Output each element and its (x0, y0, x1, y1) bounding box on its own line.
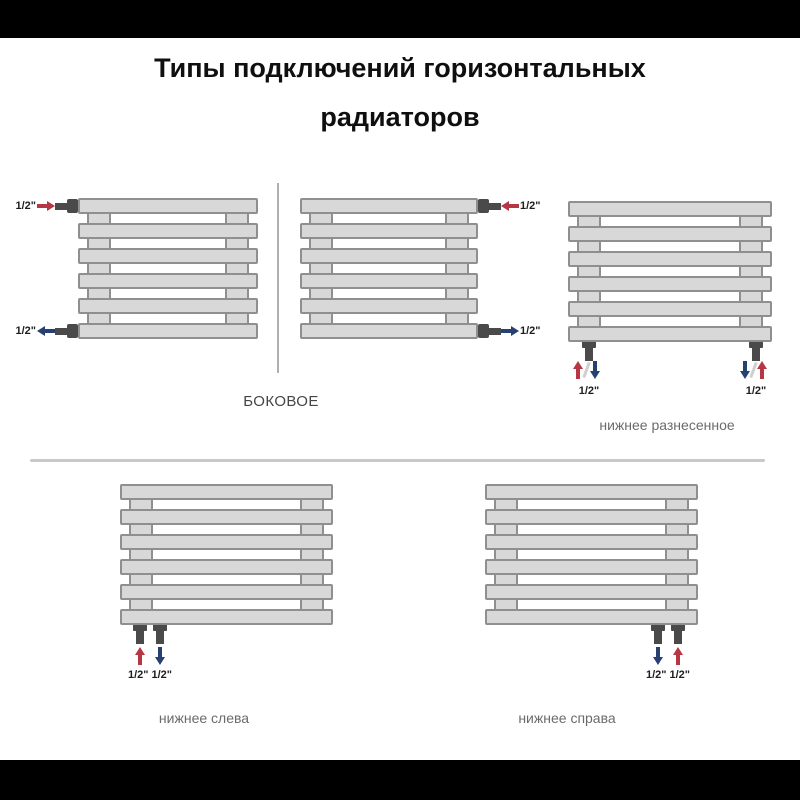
radiator-tube-gap (300, 289, 478, 298)
radiator (300, 198, 478, 339)
radiator-tube (485, 584, 698, 600)
radiator-tube-gap (568, 317, 772, 326)
radiator-tube (300, 273, 478, 289)
radiator-tube-gap (568, 217, 772, 226)
pipe-icon (489, 203, 501, 210)
pipe-fitting-icon (55, 324, 78, 338)
flow-direction-arrows (740, 361, 767, 379)
pipe-fitting-icon (478, 324, 501, 338)
radiator-tube (568, 251, 772, 267)
radiator-tube (78, 323, 258, 339)
radiator-tube-gap (300, 214, 478, 223)
supply-arrow-up-icon (757, 361, 767, 379)
radiator-tube (120, 559, 333, 575)
radiator-tube-gap (568, 292, 772, 301)
radiator-tube (568, 301, 772, 317)
pipe-size-label: 1/2" (151, 669, 173, 681)
radiator-tube (78, 248, 258, 264)
nut-icon (478, 324, 489, 338)
radiator-tube (485, 484, 698, 500)
radiator (568, 201, 772, 342)
radiator-tube (485, 559, 698, 575)
figure-side-connection-right (300, 198, 541, 339)
radiator (120, 484, 333, 625)
radiator-tube (485, 609, 698, 625)
return-arrow-down-icon (155, 647, 165, 665)
radiator-tube-gap (78, 314, 258, 323)
radiator-tube (120, 584, 333, 600)
supply-arrow-right-icon (37, 201, 55, 211)
caption-bottom-spread: нижнее разнесенное (599, 417, 735, 433)
pipe-icon (654, 631, 662, 644)
flow-direction-arrows (573, 361, 600, 379)
pipe-size-labels (128, 669, 172, 681)
pipe-size-label: 1/2" (745, 385, 767, 397)
nut-icon (67, 324, 78, 338)
radiator-tube (300, 248, 478, 264)
radiator-tube (120, 609, 333, 625)
pipe-fitting-icon (133, 623, 147, 644)
pipe-icon (752, 348, 760, 361)
pipe-size-label: 1/2" (15, 200, 36, 212)
supply-arrow-up-icon (673, 647, 683, 665)
pipe-fitting-icon (582, 340, 596, 361)
pipe-size-label: 1/2" (127, 669, 149, 681)
pipe-icon (156, 631, 164, 644)
radiator-tube-gap (78, 264, 258, 273)
radiator-tube (300, 298, 478, 314)
radiator-tube (568, 226, 772, 242)
radiator-tube-gap (120, 600, 333, 609)
radiator-tube (78, 298, 258, 314)
radiator-tube-gap (485, 500, 698, 509)
radiator-tube (568, 201, 772, 217)
top-letterbox-bar (0, 0, 800, 38)
pipe-fitting-icon (749, 340, 763, 361)
return-arrow-down-icon (653, 647, 663, 665)
pipe-icon (489, 328, 501, 335)
radiator-tube-gap (120, 500, 333, 509)
radiator-tube (568, 276, 772, 292)
radiator-tube (78, 273, 258, 289)
pipe-fitting-icon (671, 623, 685, 644)
caption-bottom-right: нижнее справа (518, 710, 616, 726)
radiator-tube (120, 534, 333, 550)
nut-icon (67, 199, 78, 213)
radiator-tube (300, 223, 478, 239)
pipe-icon (136, 631, 144, 644)
pipe-fitting-icon (55, 199, 78, 213)
return-arrow-down-icon (590, 361, 600, 379)
radiator-tube (300, 323, 478, 339)
pipe-fitting-icon (478, 199, 501, 213)
figure-bottom-spread-connection (568, 201, 772, 433)
radiator-tube-gap (300, 239, 478, 248)
pipe-size-label: 1/2" (15, 325, 36, 337)
pipe-size-label: 1/2" (669, 669, 691, 681)
radiator-tube-gap (485, 550, 698, 559)
radiator-tube-gap (120, 550, 333, 559)
radiator-tube-gap (568, 242, 772, 251)
radiator-tube-gap (568, 267, 772, 276)
pipe-icon (55, 328, 67, 335)
radiator (485, 484, 698, 625)
pipe-icon (585, 348, 593, 361)
supply-arrow-left-icon (501, 201, 519, 211)
radiator-tube-gap (78, 239, 258, 248)
bottom-letterbox-bar (0, 760, 800, 800)
pipe-size-label: 1/2" (645, 669, 667, 681)
radiator (78, 198, 258, 339)
vertical-divider (277, 183, 279, 373)
figure-side-connection-left (15, 198, 258, 339)
supply-arrow-up-icon (135, 647, 145, 665)
nut-icon (478, 199, 489, 213)
radiator-tube (485, 534, 698, 550)
pipe-size-labels (646, 669, 690, 681)
pipe-fitting-icon (153, 623, 167, 644)
pipe-size-label: 1/2" (520, 200, 541, 212)
radiator-tube-gap (485, 525, 698, 534)
radiator-tube-gap (120, 525, 333, 534)
pipe-icon (674, 631, 682, 644)
caption-side-connection: БОКОВОЕ (243, 393, 319, 410)
page-title (0, 44, 800, 142)
radiator-tube-gap (78, 289, 258, 298)
radiator-tube (120, 509, 333, 525)
radiator-tube-gap (300, 314, 478, 323)
radiator-tube-gap (485, 575, 698, 584)
radiator-tube (568, 326, 772, 342)
radiator-tube-gap (300, 264, 478, 273)
title-line-1: Типы подключений горизонтальных (154, 53, 646, 83)
radiator-tube-gap (485, 600, 698, 609)
radiator-tube (485, 509, 698, 525)
radiator-tube-gap (120, 575, 333, 584)
figure-bottom-right-connection (485, 484, 698, 726)
return-arrow-right-icon (501, 326, 519, 336)
radiator-tube (120, 484, 333, 500)
radiator-tube (300, 198, 478, 214)
pipe-fitting-icon (651, 623, 665, 644)
pipe-icon (55, 203, 67, 210)
title-line-2: радиаторов (320, 102, 480, 132)
radiator-tube (78, 223, 258, 239)
radiator-tube-gap (78, 214, 258, 223)
radiator-tube (78, 198, 258, 214)
figure-bottom-left-connection (120, 484, 333, 726)
pipe-size-label: 1/2" (520, 325, 541, 337)
caption-bottom-left: нижнее слева (158, 710, 250, 726)
return-arrow-left-icon (37, 326, 55, 336)
horizontal-divider (30, 459, 765, 462)
pipe-size-label: 1/2" (578, 385, 600, 397)
